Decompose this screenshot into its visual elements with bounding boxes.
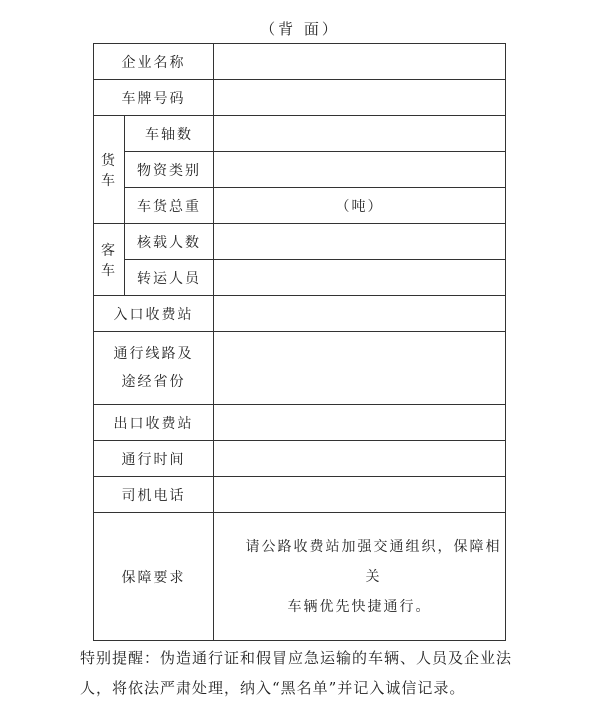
- row-transfer-personnel: [94, 260, 506, 296]
- seat-capacity-label: 核载人数: [125, 224, 214, 260]
- transfer-personnel-label: 转运人员: [125, 260, 214, 296]
- route-label-line2: 途经省份: [121, 374, 186, 390]
- gross-weight-label: 车货总重: [125, 188, 214, 224]
- route-label-line1: 通行线路及: [113, 346, 194, 362]
- exit-station-label: 出口收费站: [94, 405, 214, 441]
- row-gross-weight: [94, 188, 506, 224]
- bus-group-label: 客车: [94, 224, 125, 296]
- special-notice: 特别提醒：伪造通行证和假冒应急运输的车辆、人员及企业法人，将依法严肃处理，纳入“黑名单”并记入诚信记录。: [80, 649, 513, 697]
- axle-count-field[interactable]: [214, 116, 506, 152]
- travel-time-field[interactable]: [214, 441, 506, 477]
- guarantee-text-line2: 车辆优先快捷通行。: [287, 598, 432, 615]
- row-entry-station: [94, 296, 506, 332]
- goods-type-field[interactable]: [214, 152, 506, 188]
- page-title: （背 面）: [260, 20, 340, 38]
- company-name-field[interactable]: [214, 44, 506, 80]
- plate-number-label: 车牌号码: [94, 80, 214, 116]
- row-travel-time: [94, 441, 506, 477]
- transfer-personnel-field[interactable]: [214, 260, 506, 296]
- entry-station-field[interactable]: [214, 296, 506, 332]
- row-plate-number: [94, 80, 506, 116]
- travel-time-label: 通行时间: [94, 441, 214, 477]
- row-axle-count: [94, 116, 506, 152]
- truck-group-label: 货车: [94, 116, 125, 224]
- entry-station-label: 入口收费站: [94, 296, 214, 332]
- plate-number-field[interactable]: [214, 80, 506, 116]
- row-guarantee: [94, 513, 506, 641]
- goods-type-label: 物资类别: [125, 152, 214, 188]
- row-route: [94, 332, 506, 405]
- pass-form-table: [93, 43, 506, 641]
- company-name-label: 企业名称: [94, 44, 214, 80]
- axle-count-label: 车轴数: [125, 116, 214, 152]
- gross-weight-field[interactable]: [214, 188, 506, 224]
- row-goods-type: [94, 152, 506, 188]
- driver-phone-label: 司机电话: [94, 477, 214, 513]
- route-field[interactable]: [214, 332, 506, 405]
- route-label: [94, 332, 214, 405]
- row-driver-phone: [94, 477, 506, 513]
- guarantee-text-line1: 请公路收费站加强交通组织，保障相关: [245, 538, 502, 585]
- guarantee-label: 保障要求: [94, 513, 214, 641]
- weight-unit: （吨）: [335, 198, 384, 215]
- row-company-name: [94, 44, 506, 80]
- exit-station-field[interactable]: [214, 405, 506, 441]
- driver-phone-field[interactable]: [214, 477, 506, 513]
- row-seat-capacity: [94, 224, 506, 260]
- guarantee-text: [214, 513, 506, 641]
- row-exit-station: [94, 405, 506, 441]
- seat-capacity-field[interactable]: [214, 224, 506, 260]
